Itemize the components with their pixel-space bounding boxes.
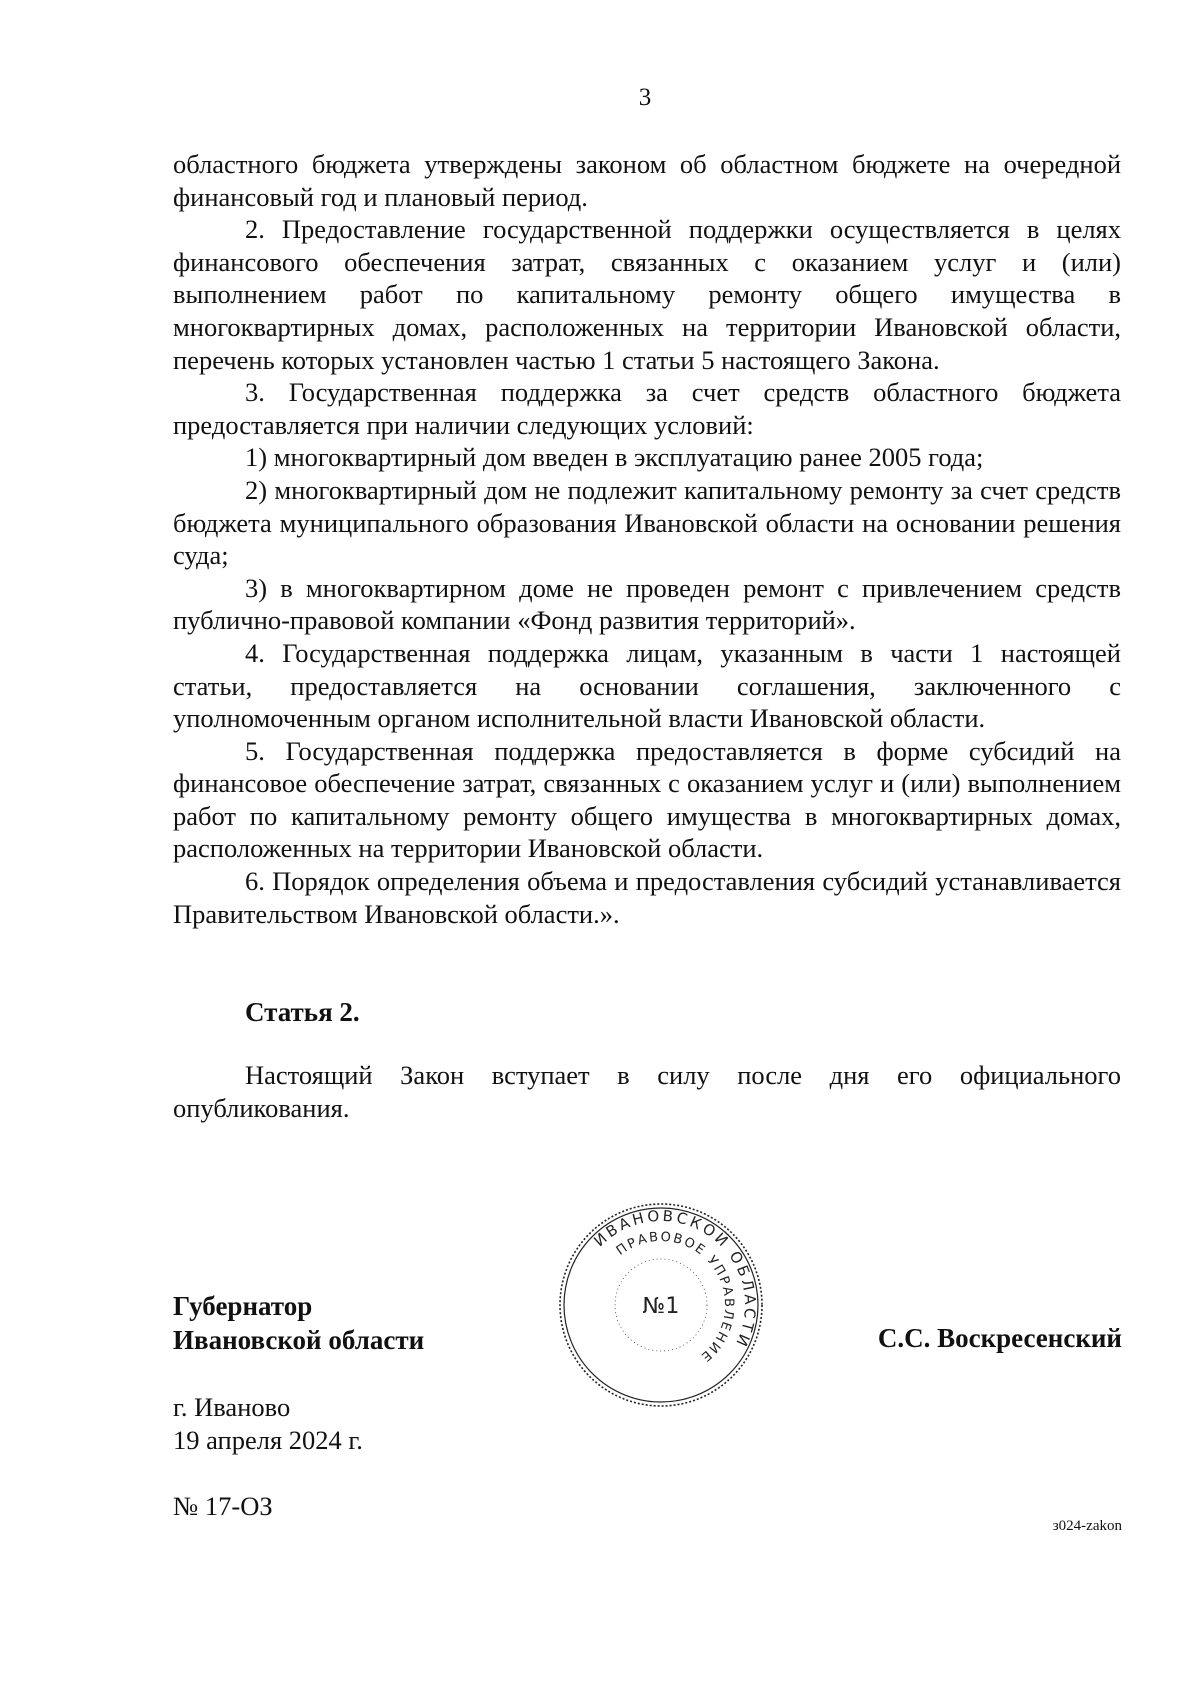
seal-inner-text: ПРАВОВОЕ УПРАВЛЕНИЕ <box>613 1229 737 1365</box>
signatory-title <box>173 1289 424 1357</box>
signatory-title-line: Ивановской области <box>173 1325 425 1355</box>
law-number: № 17-ОЗ <box>173 1491 273 1521</box>
signatory-title-line: Губернатор <box>173 1291 313 1321</box>
paragraph: 1) многоквартирный дом введен в эксплуатацию ранее 2005 года; <box>245 442 984 473</box>
seal-center-number: №1 <box>642 1294 680 1319</box>
page-number: 3 <box>638 84 652 111</box>
signatory-name: С.С. Воскресенский <box>877 1323 1122 1353</box>
seal-outer-text: ИВАНОВСКОЙ ОБЛАСТИ <box>590 1206 760 1352</box>
official-seal-stamp <box>556 1200 766 1410</box>
document-code: з024-zakon <box>1052 1518 1122 1534</box>
paragraph: 3. Государственная поддержка за счет средств областного бюджета предоставляется при наличии следующих условий: <box>173 377 1121 440</box>
paragraph: 2) многоквартирный дом не подлежит капитальному ремонту за счет средств бюджета муниципального образования Ивановской области на основании решения суда; <box>173 474 1121 571</box>
place-of-signing: г. Иваново <box>173 1392 291 1422</box>
paragraph: 5. Государственная поддержка предоставляется в форме субсидий на финансовое обеспечение затрат, связанных с оказанием услуг и (или) выполнением работ по капитальному ремонту общего имущества в многоквартирных домах, расположенных на территории Ивановской области. <box>173 735 1121 864</box>
paragraph: 2. Предоставление государственной поддержки осуществляется в целях финансового обеспечения затрат, связанных с оказанием услуг и (или) выполнением работ по капитальному ремонту общего имущества в многоквартирных домах, расположенных на территории Ивановской области, перечень которых установлен частью 1 статьи 5 настоящего Закона. <box>173 214 1121 375</box>
paragraph: 4. Государственная поддержка лицам, указанным в части 1 настоящей статьи, предоставляется на основании соглашения, заключенного с уполномоченным органом исполнительной власти Ивановской области. <box>173 637 1121 734</box>
article-text: Настоящий Закон вступает в силу после дня его официального опубликования. <box>173 1060 1121 1123</box>
paragraph: областного бюджета утверждены законом об областном бюджете на очередной финансовый год и плановый период. <box>173 149 1121 212</box>
paragraph: 3) в многоквартирном доме не проведен ремонт с привлечением средств публично-правовой компании «Фонд развития территорий». <box>173 572 1121 636</box>
article-heading: Статья 2. <box>245 997 360 1027</box>
body-text <box>173 148 1121 930</box>
signing-date: 19 апреля 2024 г. <box>173 1425 363 1455</box>
paragraph: 6. Порядок определения объема и предоставления субсидий устанавливается Правительством Ивановской области.». <box>173 866 1121 929</box>
svg-text:ИВАНОВСКОЙ ОБЛАСТИ <box>590 1207 759 1352</box>
